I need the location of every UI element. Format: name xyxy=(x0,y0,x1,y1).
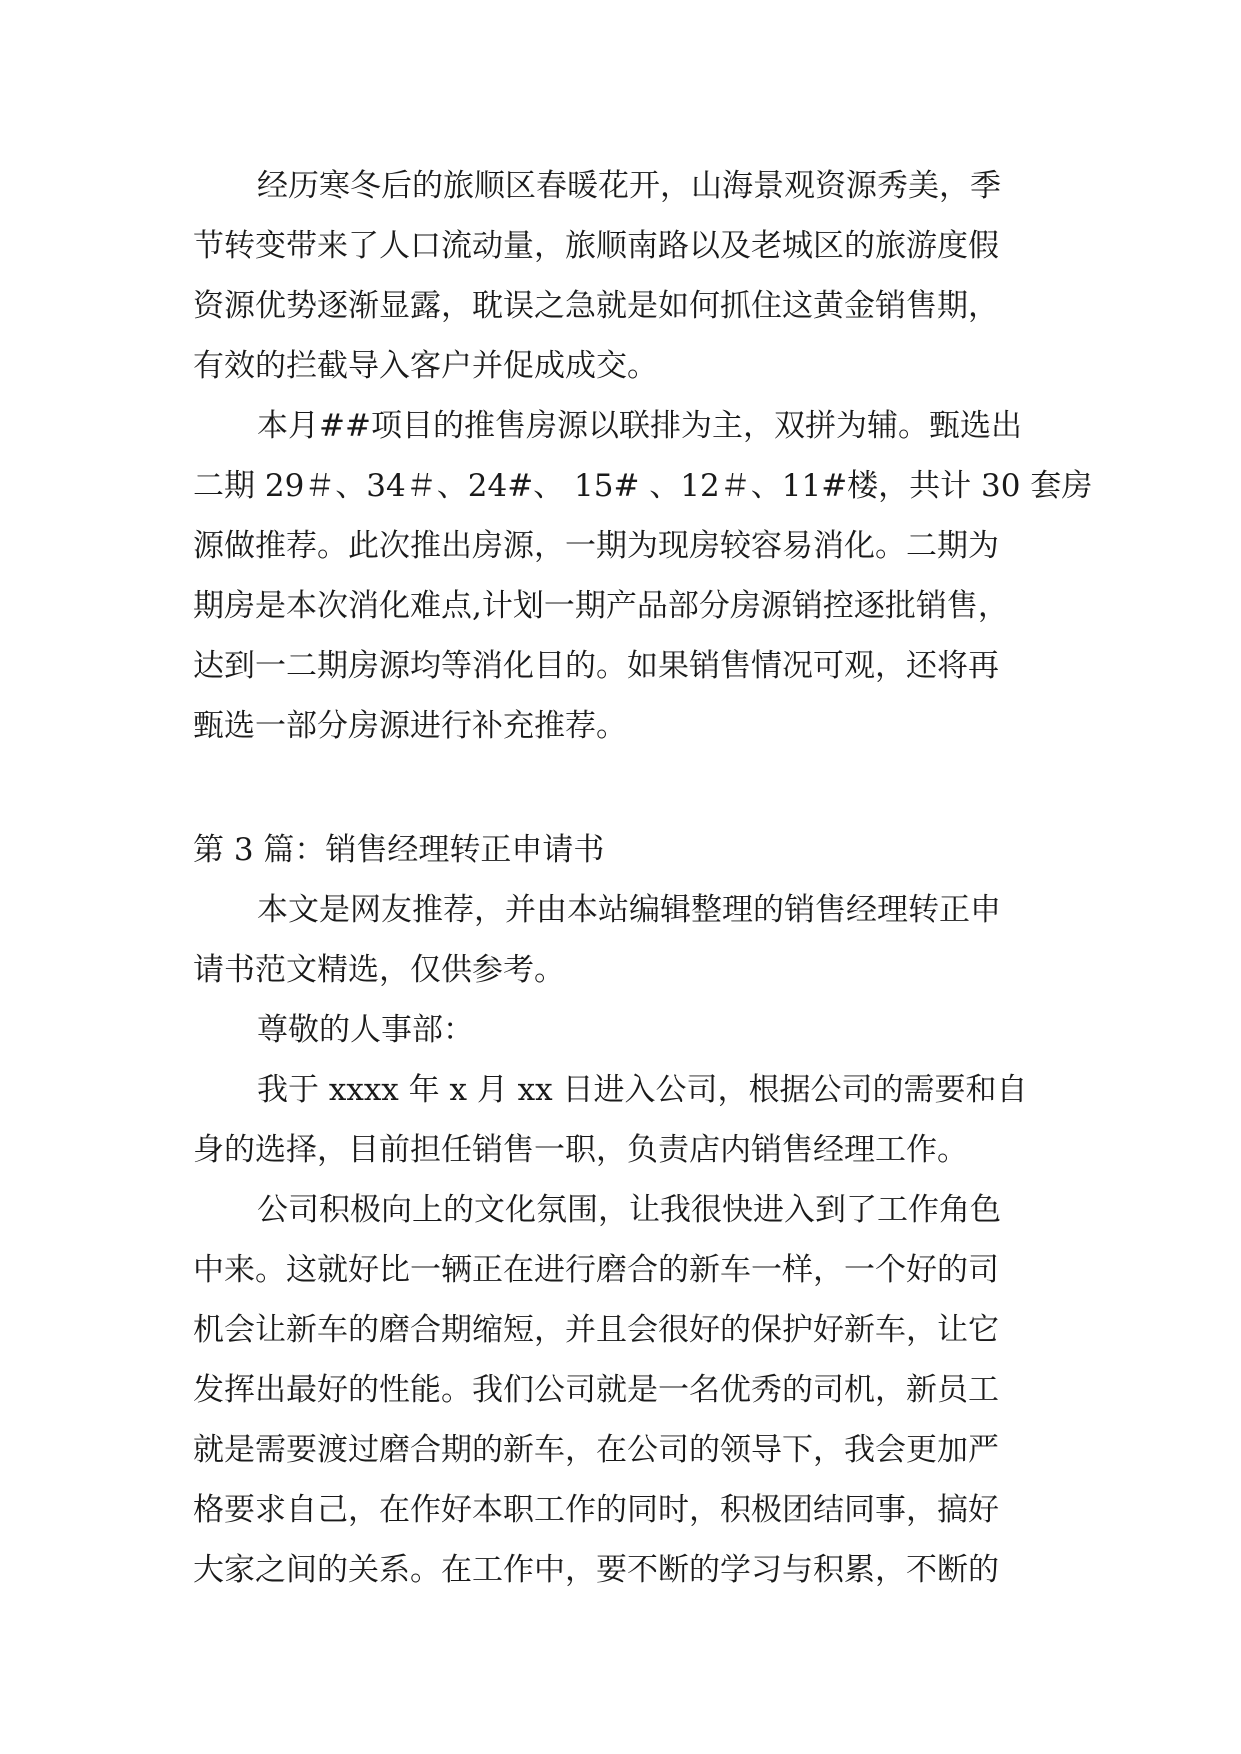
text-line: 发挥出最好的性能。我们公司就是一名优秀的司机，新员工 xyxy=(193,1372,999,1408)
text-line: 资源优势逐渐显露，耽误之急就是如何抓住这黄金销售期， xyxy=(193,288,999,324)
text-line: 本月##项目的推售房源以联排为主，双拼为辅。甄选出 xyxy=(257,408,1022,444)
text-line: 期房是本次消化难点,计划一期产品部分房源销控逐批销售， xyxy=(193,588,1009,624)
paragraph-intro xyxy=(193,880,1061,1000)
text-line: 身的选择，目前担任销售一职，负责店内销售经理工作。 xyxy=(193,1132,968,1168)
section-spacer xyxy=(193,756,1061,820)
text-line: 源做推荐。此次推出房源，一期为现房较容易消化。二期为 xyxy=(193,528,999,564)
document-body xyxy=(193,156,1093,1600)
text-line: 格要求自己，在作好本职工作的同时，积极团结同事，搞好 xyxy=(193,1492,999,1528)
text-line: 有效的拦截导入客户并促成成交。 xyxy=(193,348,658,384)
text-line: 节转变带来了人口流动量，旅顺南路以及老城区的旅游度假 xyxy=(193,228,999,264)
section-heading: 第 3 篇：销售经理转正申请书 xyxy=(193,832,605,868)
paragraph-housing-supply xyxy=(193,396,1093,756)
text-line: 中来。这就好比一辆正在进行磨合的新车一样，一个好的司 xyxy=(193,1252,999,1288)
paragraph-company-culture xyxy=(193,1180,1061,1600)
paragraph-join-date xyxy=(193,1060,1061,1180)
text-line: 请书范文精选，仅供参考。 xyxy=(193,952,565,988)
text-line: 机会让新车的磨合期缩短，并且会很好的保护好新车，让它 xyxy=(193,1312,999,1348)
text-line: 大家之间的关系。在工作中，要不断的学习与积累，不断的 xyxy=(193,1552,999,1588)
text-line: 我于 xxxx 年 x 月 xx 日进入公司，根据公司的需要和自 xyxy=(257,1072,1028,1108)
salutation: 尊敬的人事部： xyxy=(257,1012,474,1048)
text-line: 就是需要渡过磨合期的新车，在公司的领导下，我会更加严 xyxy=(193,1432,999,1468)
text-line: 本文是网友推荐，并由本站编辑整理的销售经理转正申 xyxy=(257,892,1001,928)
text-line: 二期 29＃、34＃、24#、 15# 、12＃、11#楼，共计 30 套房 xyxy=(193,468,1093,504)
text-line: 经历寒冬后的旅顺区春暖花开，山海景观资源秀美，季 xyxy=(257,168,1001,204)
paragraph-spring-sales xyxy=(193,156,1061,396)
text-line: 达到一二期房源均等消化目的。如果销售情况可观，还将再 xyxy=(193,648,999,684)
text-line: 公司积极向上的文化氛围，让我很快进入到了工作角色 xyxy=(257,1192,1001,1228)
text-line: 甄选一部分房源进行补充推荐。 xyxy=(193,708,627,744)
